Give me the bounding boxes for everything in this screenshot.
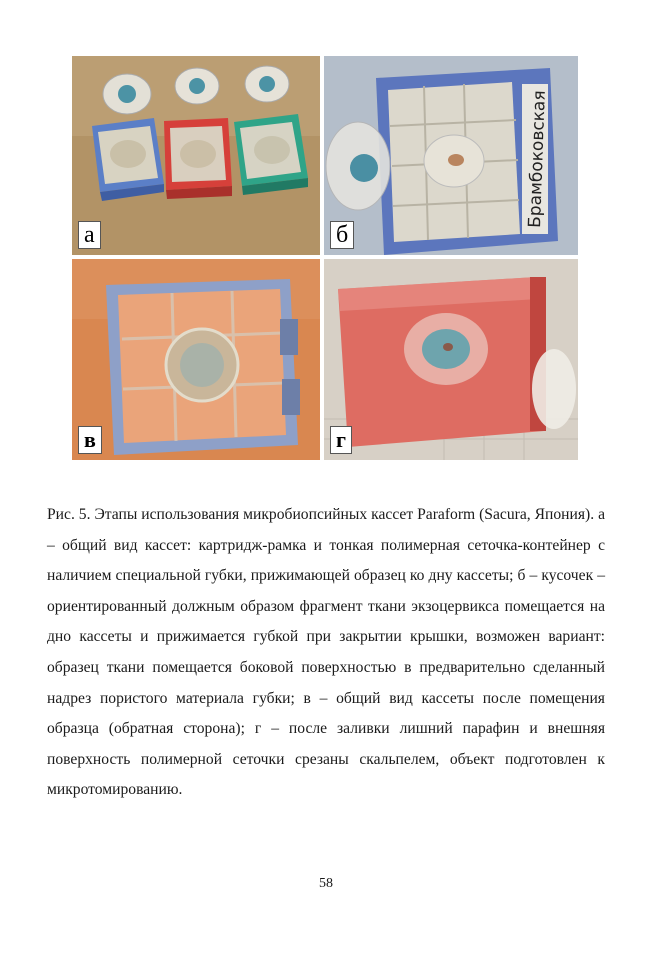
panel-label-a: а bbox=[78, 221, 101, 249]
paraffin-block-photo bbox=[324, 259, 578, 460]
page-number: 58 bbox=[319, 876, 333, 891]
panel-label-g: г bbox=[330, 426, 352, 454]
photo-panel-v bbox=[72, 259, 320, 460]
panel-label-b: б bbox=[330, 221, 354, 249]
figure bbox=[72, 56, 578, 460]
handwritten-label: Брамбоковская bbox=[525, 90, 550, 229]
cassette-back-photo bbox=[72, 259, 320, 460]
cassette-with-sample-photo bbox=[324, 56, 578, 255]
figure-caption: Рис. 5. Этапы использования микробиопсийных кассет Paraform (Sacura, Япония). а – общий вид кассет: картридж-рамка и тонкая полимерная сеточка-контейнер с наличием специальной губки, прижимающей образец ко дну кассеты; б – кусочек – ориентированный должным образом фрагмент ткани экзоцервикса помещается на дно кассеты и прижимается губкой при закрытии крышки, возможен вариант: образец ткани помещается боковой поверхностью в предварительно сделанный надрез пористого материала губки; в – общий вид кассеты после помещения образца (обратная сторона); г – после заливки лишний парафин и внешняя поверхность полимерной сеточки срезаны скальпелем, объект подготовлен к микротомированию. bbox=[47, 506, 605, 799]
panel-label-v: в bbox=[78, 426, 102, 454]
cassettes-overview-photo bbox=[72, 56, 320, 255]
photo-panel-g bbox=[324, 259, 578, 460]
photo-panel-a bbox=[72, 56, 320, 255]
photo-panel-b bbox=[324, 56, 578, 255]
